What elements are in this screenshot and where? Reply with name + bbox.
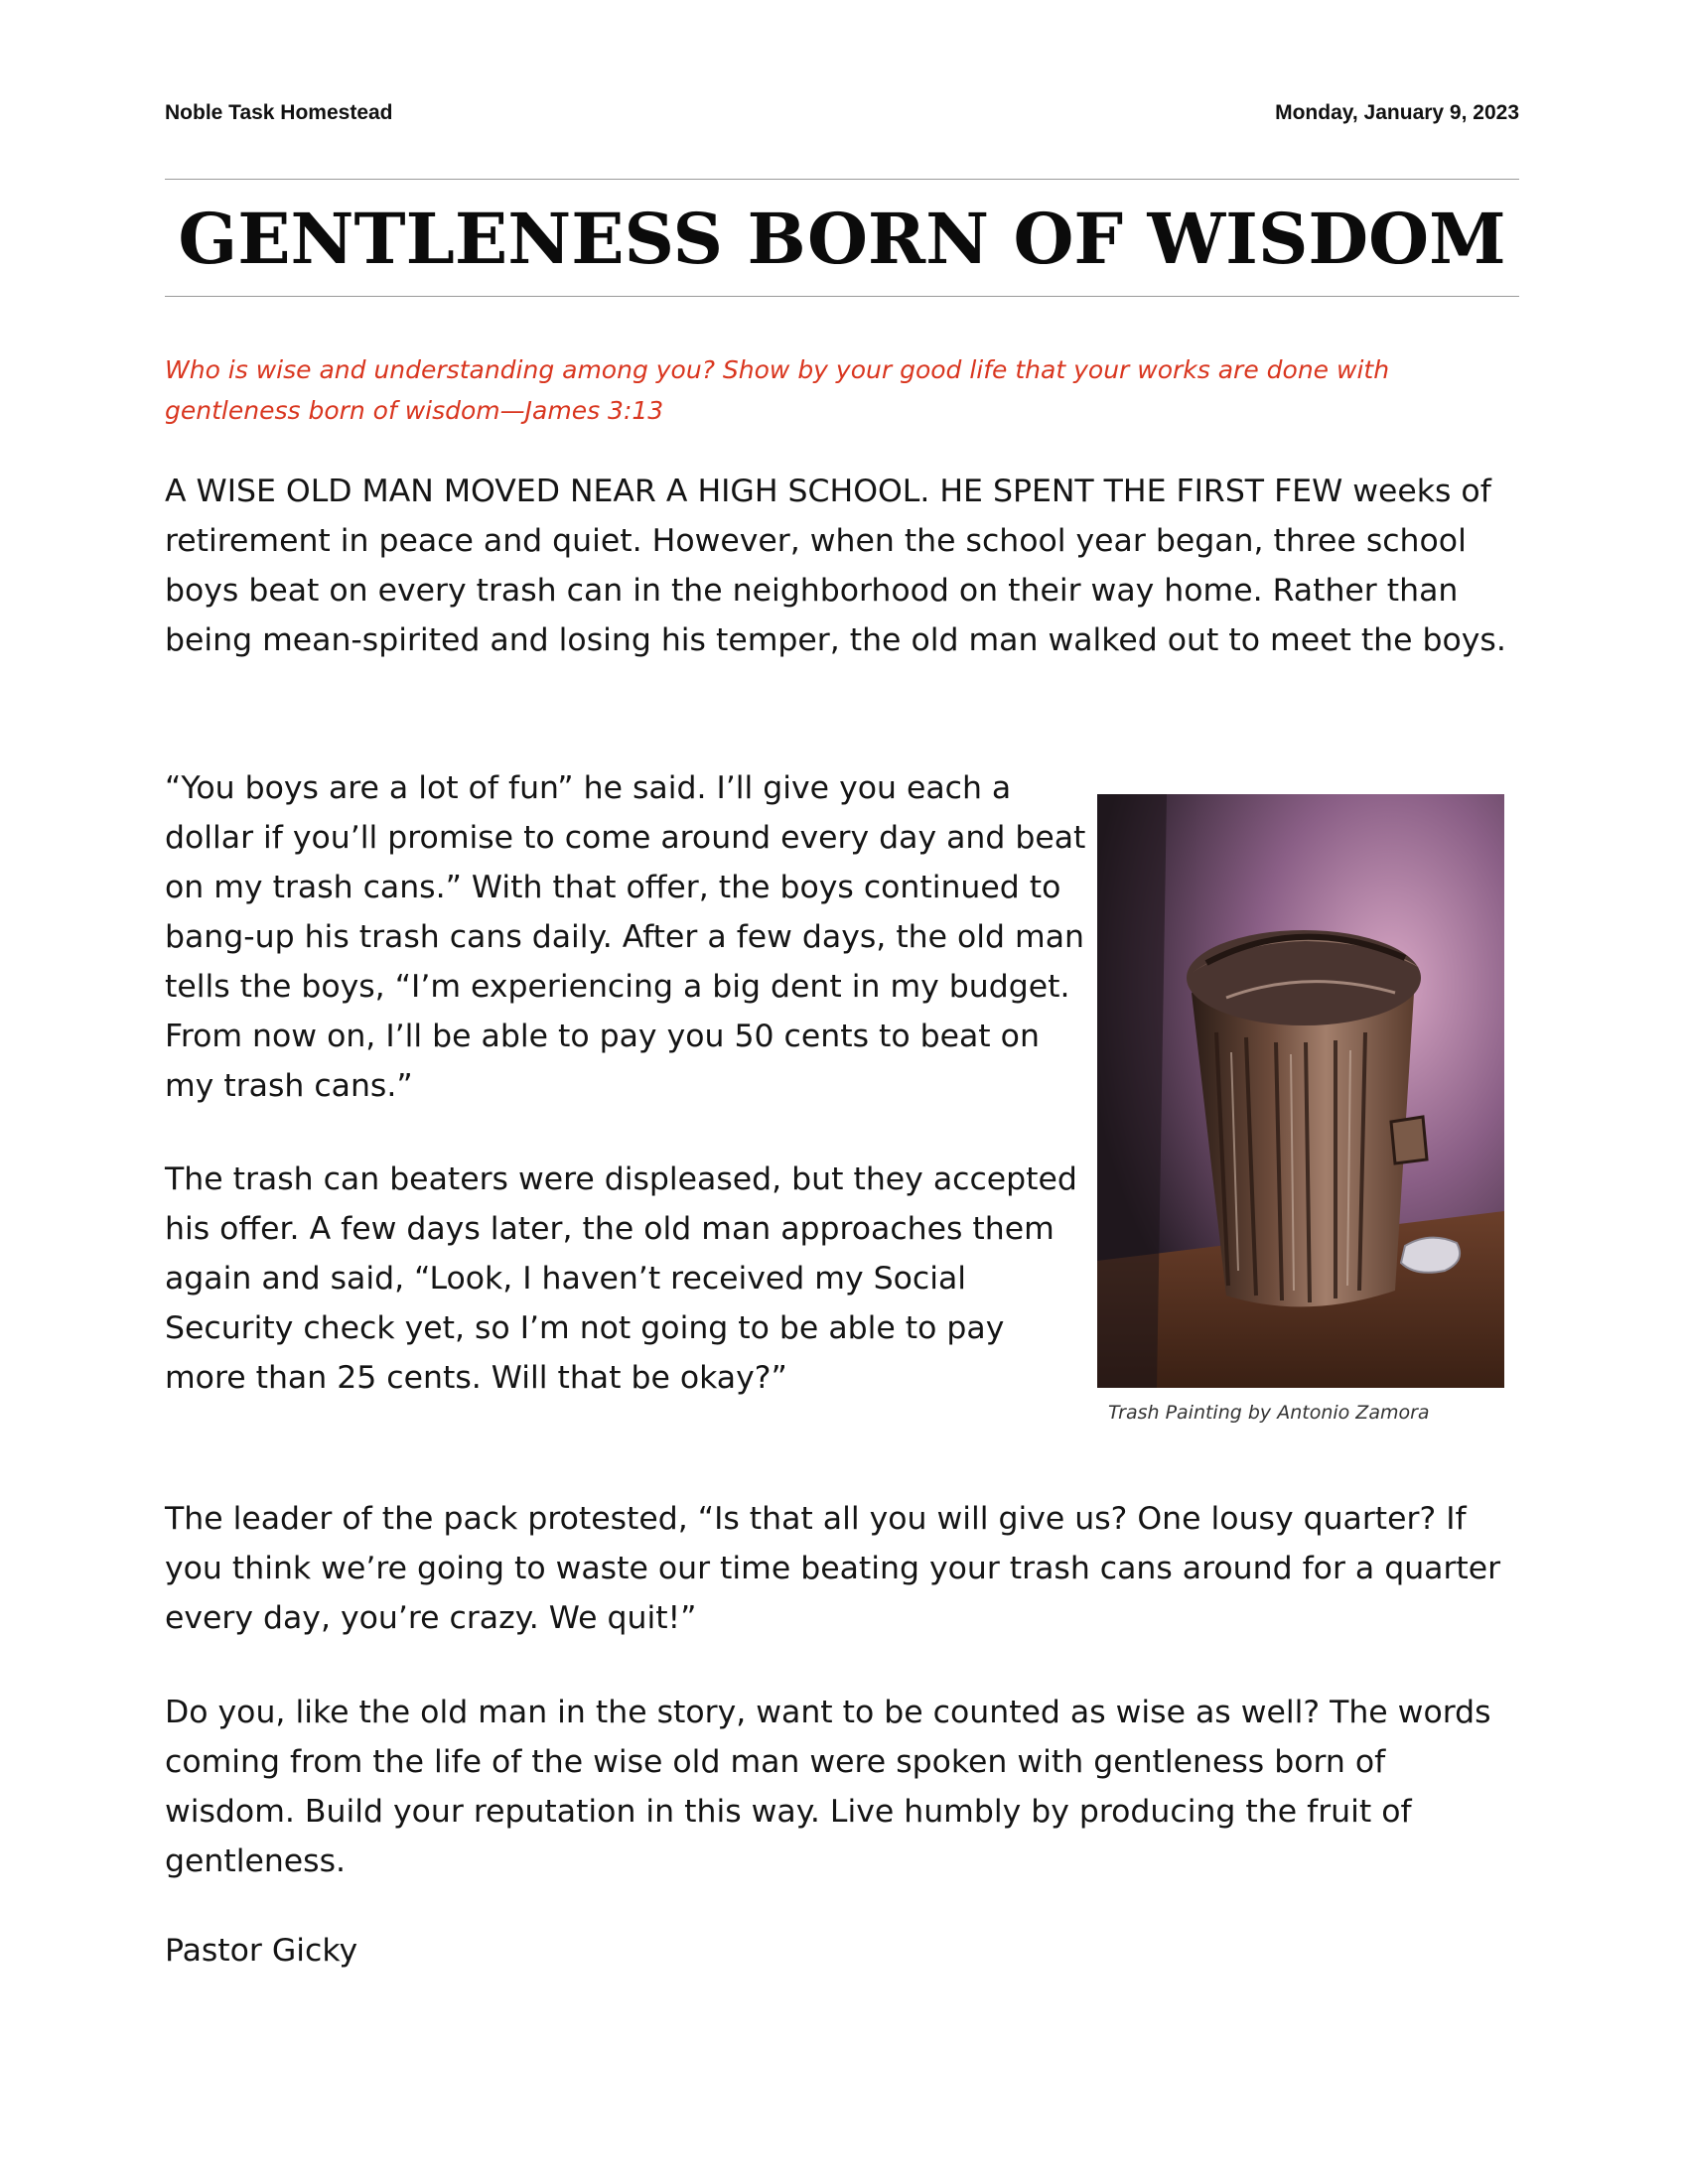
paragraph-1: A WISE OLD MAN MOVED NEAR A HIGH SCHOOL. HE SPENT THE FIRST FEW weeks of retirement in peace and quiet. However, when the school year began, three school boys beat on every trash can in the neighborhood on their way home. Rather than being mean-spirited and losing his temper, the old man walked out to meet the boys. — [165, 474, 1506, 658]
image-caption: Trash Painting by Antonio Zamora — [1108, 1402, 1430, 1424]
signature: Pastor Gicky — [165, 1933, 358, 1969]
paragraph-2: “You boys are a lot of fun” he said. I’ll give you each a dollar if you’ll promise to come around every day and beat on my trash cans.” With that offer, the boys continued to bang-up his trash cans daily. After a few days, the old man tells the boys, “I’m experiencing a big dent in my budget. From now on, I’ll be able to pay you 50 cents to beat on my trash cans.” — [165, 770, 1086, 1104]
page-title: GENTLENESS BORN OF WISDOM — [178, 198, 1506, 280]
title-rule-top — [165, 179, 1519, 180]
trash-can-illustration — [1097, 794, 1504, 1388]
title-rule-bottom — [165, 296, 1519, 297]
trash-can-painting — [1097, 794, 1504, 1388]
publish-date: Monday, January 9, 2023 — [1275, 101, 1519, 124]
site-name: Noble Task Homestead — [165, 101, 393, 124]
paragraph-3: The trash can beaters were displeased, but they accepted his offer. A few days later, the old man approaches them again and said, “Look, I haven’t received my Social Security check yet, so I’m not going to be able to pay more than 25 cents. Will that be okay?” — [165, 1161, 1077, 1396]
scripture-verse: Who is wise and understanding among you? Show by your good life that your works are done with gentleness born of wisdom—James 3:13 — [165, 355, 1390, 425]
paragraph-4: The leader of the pack protested, “Is that all you will give us? One lousy quarter? If you think we’re going to waste our time beating your trash cans around for a quarter every day, you’re crazy. We quit!” — [165, 1501, 1501, 1636]
paragraph-5: Do you, like the old man in the story, want to be counted as wise as well? The words coming from the life of the wise old man were spoken with gentleness born of wisdom. Build your reputation in this way. Live humbly by producing the fruit of gentleness. — [165, 1695, 1491, 1879]
